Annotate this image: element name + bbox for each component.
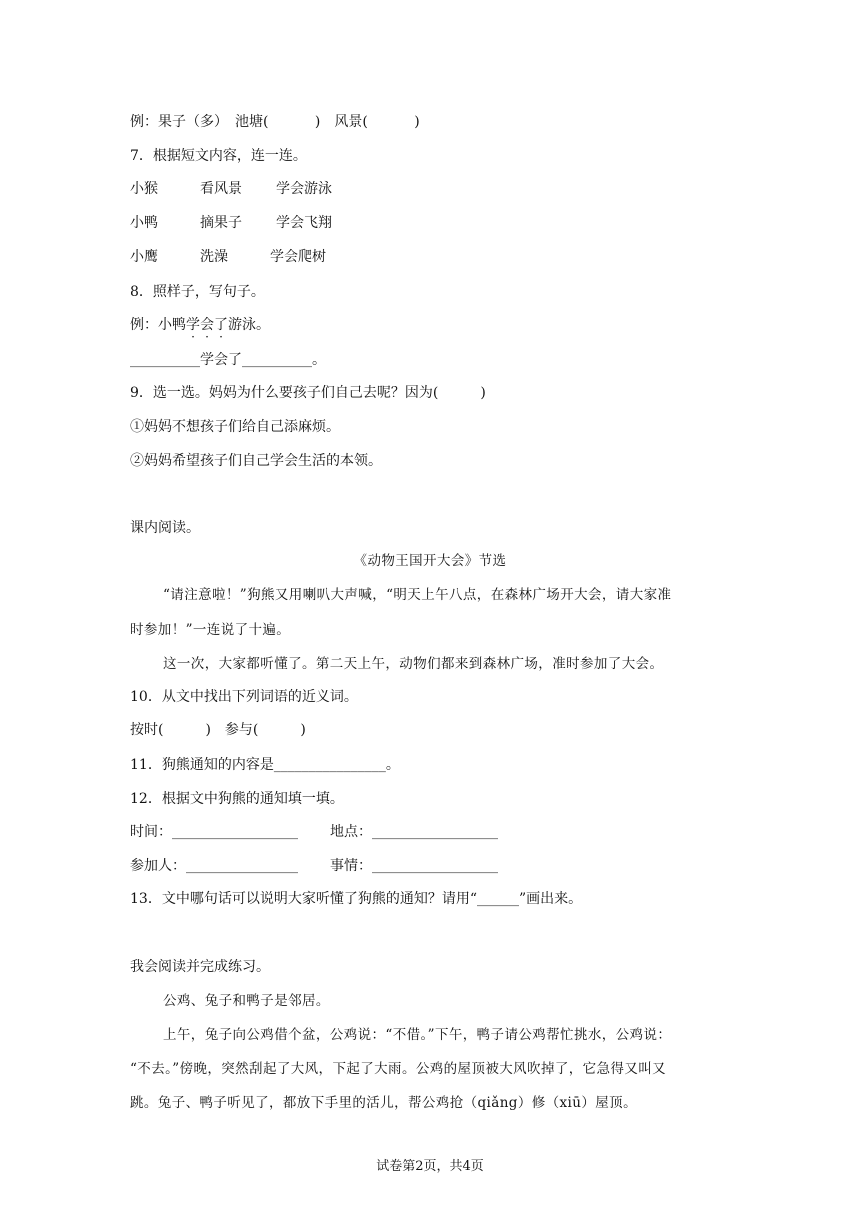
q8-example xyxy=(130,316,270,334)
q11-question: 11．狗熊通知的内容是________________。 xyxy=(130,757,400,773)
q10-question: 10．从文中找出下列词语的近义词。 xyxy=(130,689,358,705)
q8-example-prefix: 例：小鸭 xyxy=(130,317,186,333)
passage1-para2: 这一次，大家都听懂了。第二天上午，动物们都来到森林广场，准时参加了大会。 xyxy=(163,656,664,672)
passage2-line3: 跳。兔子、鸭子听见了，都放下手里的活儿，帮公鸡抢（qiǎng）修（xiū）屋顶。 xyxy=(130,1095,637,1111)
q7-row2-skill: 学会飞翔 xyxy=(276,215,332,231)
q10-answer-line: 按时( ) 参与( ) xyxy=(130,722,306,738)
q12-matter-field: 事情：__________________ xyxy=(330,858,498,874)
emphasis-dot-char: 了 xyxy=(214,317,228,333)
page-footer: 试卷第2页，共4页 xyxy=(376,1159,484,1174)
q12-time-field: 时间：__________________ xyxy=(130,824,298,840)
q7-row3-animal: 小鹰 xyxy=(130,249,158,265)
passage2-line2: “不去。”傍晚，突然刮起了大风，下起了大雨。公鸡的屋顶被大风吹掉了，它急得又叫又 xyxy=(130,1061,667,1077)
q8-blank-line: __________学会了__________。 xyxy=(130,352,326,368)
section1-heading: 课内阅读。 xyxy=(130,520,200,536)
q12-attendees-field: 参加人：________________ xyxy=(130,858,298,874)
passage-title: 《动物王国开大会》节选 xyxy=(353,553,507,569)
q7-row2-activity: 摘果子 xyxy=(200,215,242,231)
q7-row3-skill: 学会爬树 xyxy=(270,249,326,265)
q7-row1-activity: 看风景 xyxy=(200,181,242,197)
q9-option2: ②妈妈希望孩子们自己学会生活的本领。 xyxy=(130,453,382,469)
q8-question: 8．照样子，写句子。 xyxy=(130,284,265,300)
q7-row3-activity: 洗澡 xyxy=(200,249,228,265)
emphasis-dot-char: 学 xyxy=(186,317,200,333)
q9-option1: ①妈妈不想孩子们给自己添麻烦。 xyxy=(130,419,340,435)
q7-row1-skill: 学会游泳 xyxy=(276,181,332,197)
q7-question: 7．根据短文内容，连一连。 xyxy=(130,148,307,164)
q9-question: 9．选一选。妈妈为什么要孩子们自己去呢？因为( ) xyxy=(130,385,486,401)
example-line: 例：果子（多） 池塘( ) 风景( ) xyxy=(130,114,420,130)
q12-question: 12．根据文中狗熊的通知填一填。 xyxy=(130,791,344,807)
passage2-para1: 公鸡、兔子和鸭子是邻居。 xyxy=(163,993,330,1009)
q13-question: 13．文中哪句话可以说明大家听懂了狗熊的通知？请用“______”画出来。 xyxy=(130,891,583,907)
q7-row2-animal: 小鸭 xyxy=(130,215,158,231)
passage1-line1: “请注意啦！”狗熊又用喇叭大声喊，“明天上午八点，在森林广场开大会，请大家准 xyxy=(163,587,672,603)
passage2-line1: 上午，兔子向公鸡借个盆，公鸡说：“不借。”下午，鸭子请公鸡帮忙挑水，公鸡说： xyxy=(163,1027,672,1043)
q8-example-suffix: 游泳。 xyxy=(228,317,270,333)
section2-heading: 我会阅读并完成练习。 xyxy=(130,959,270,975)
q12-place-field: 地点：__________________ xyxy=(330,824,498,840)
emphasis-dot-char: 会 xyxy=(200,317,214,333)
passage1-line2: 时参加！”一连说了十遍。 xyxy=(130,622,291,638)
q7-row1-animal: 小猴 xyxy=(130,181,158,197)
